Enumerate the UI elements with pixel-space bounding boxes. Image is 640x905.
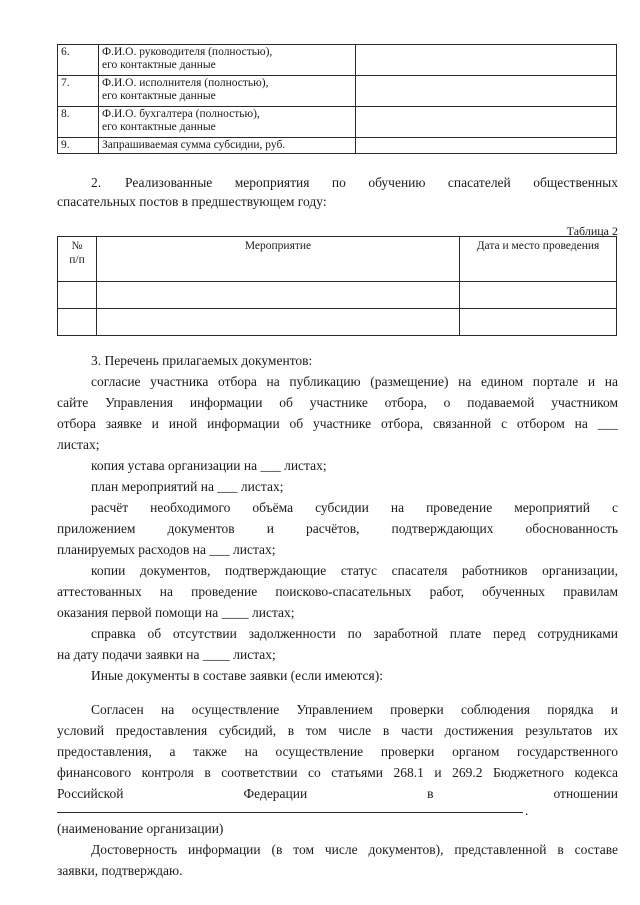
sentence-dot: . — [525, 803, 529, 818]
section2-line1: 2. Реализованные мероприятия по обучению спасателей общественных — [91, 175, 618, 190]
info-table — [57, 44, 617, 154]
charter-line: копия устава организации на ___ листах; — [91, 458, 327, 473]
calc-line-2: приложением документов и расчётов, подтверждающих обоснованность — [57, 521, 618, 536]
row-label: Запрашиваемая сумма субсидии, руб. — [99, 138, 356, 154]
row-value — [356, 45, 617, 76]
consent-line-4: листах; — [57, 437, 100, 452]
reliability-line-2: заявки, подтверждаю. — [57, 863, 183, 878]
agreement-line-3: предоставления, а также на осуществление проверки органом государственного — [57, 744, 618, 759]
row-number: 7. — [58, 76, 99, 107]
events-table — [57, 236, 617, 336]
table-row — [58, 138, 617, 154]
org-name-caption: (наименование организации) — [57, 821, 224, 836]
table-header-row — [58, 237, 617, 282]
section2-line2: спасательных постов в предшествующем году: — [57, 194, 327, 209]
header-date: Дата и место проведения — [460, 237, 617, 282]
row-number: 9. — [58, 138, 99, 154]
debt-line-2: на дату подачи заявки на ____ листах; — [57, 647, 276, 662]
reliability-line-1: Достоверность информации (в том числе документов), представленной в составе — [91, 842, 618, 857]
debt-line-1: справка об отсутствии задолженности по заработной плате перед сотрудниками — [91, 626, 618, 641]
calc-line-3: планируемых расходов на ___ листах; — [57, 542, 276, 557]
table-caption: Таблица 2 — [566, 224, 618, 238]
consent-line-1: согласие участника отбора на публикацию (размещение) на едином портале и на — [91, 374, 618, 389]
agreement-line-4: финансового контроля в соответствии со статьями 268.1 и 269.2 Бюджетного кодекса — [57, 765, 618, 780]
row-value — [356, 138, 617, 154]
row-number: 8. — [58, 107, 99, 138]
table-row — [58, 282, 617, 309]
copies-line-1: копии документов, подтверждающие статус спасателя работников организации, — [91, 563, 618, 578]
header-num: № п/п — [58, 237, 97, 282]
copies-line-2: аттестованных на проведение поисково-спасательных работ, обученных правилам — [57, 584, 618, 599]
agreement-line-1: Согласен на осуществление Управлением проверки соблюдения порядка и — [91, 702, 618, 717]
org-name-line — [57, 812, 523, 813]
row-number: 6. — [58, 45, 99, 76]
row-value — [356, 107, 617, 138]
row-value — [356, 76, 617, 107]
table-row — [58, 107, 617, 138]
consent-line-2: сайте Управления информации об участнике отбора, о подаваемой участником — [57, 395, 618, 410]
row-label: Ф.И.О. исполнителя (полностью), его контактные данные — [99, 76, 356, 107]
calc-line-1: расчёт необходимого объёма субсидии на проведение мероприятий с — [91, 500, 618, 515]
row-label: Ф.И.О. руководителя (полностью), его контактные данные — [99, 45, 356, 76]
copies-line-3: оказания первой помощи на ____ листах; — [57, 605, 295, 620]
table-row — [58, 309, 617, 336]
consent-line-3: отбора заявке и иной информации об участнике отбора, связанной с отбором на ___ — [57, 416, 618, 431]
table-row — [58, 45, 617, 76]
row-label: Ф.И.О. бухгалтера (полностью), его контактные данные — [99, 107, 356, 138]
header-event: Мероприятие — [97, 237, 460, 282]
other-docs-line: Иные документы в составе заявки (если имеются): — [91, 668, 384, 683]
agreement-line-2: условий предоставления субсидий, в том числе в части достижения результатов их — [57, 723, 618, 738]
agreement-line-5: Российской Федерации в отношении — [57, 786, 618, 801]
table-row — [58, 76, 617, 107]
plan-line: план мероприятий на ___ листах; — [91, 479, 284, 494]
section3-title: 3. Перечень прилагаемых документов: — [91, 353, 313, 368]
